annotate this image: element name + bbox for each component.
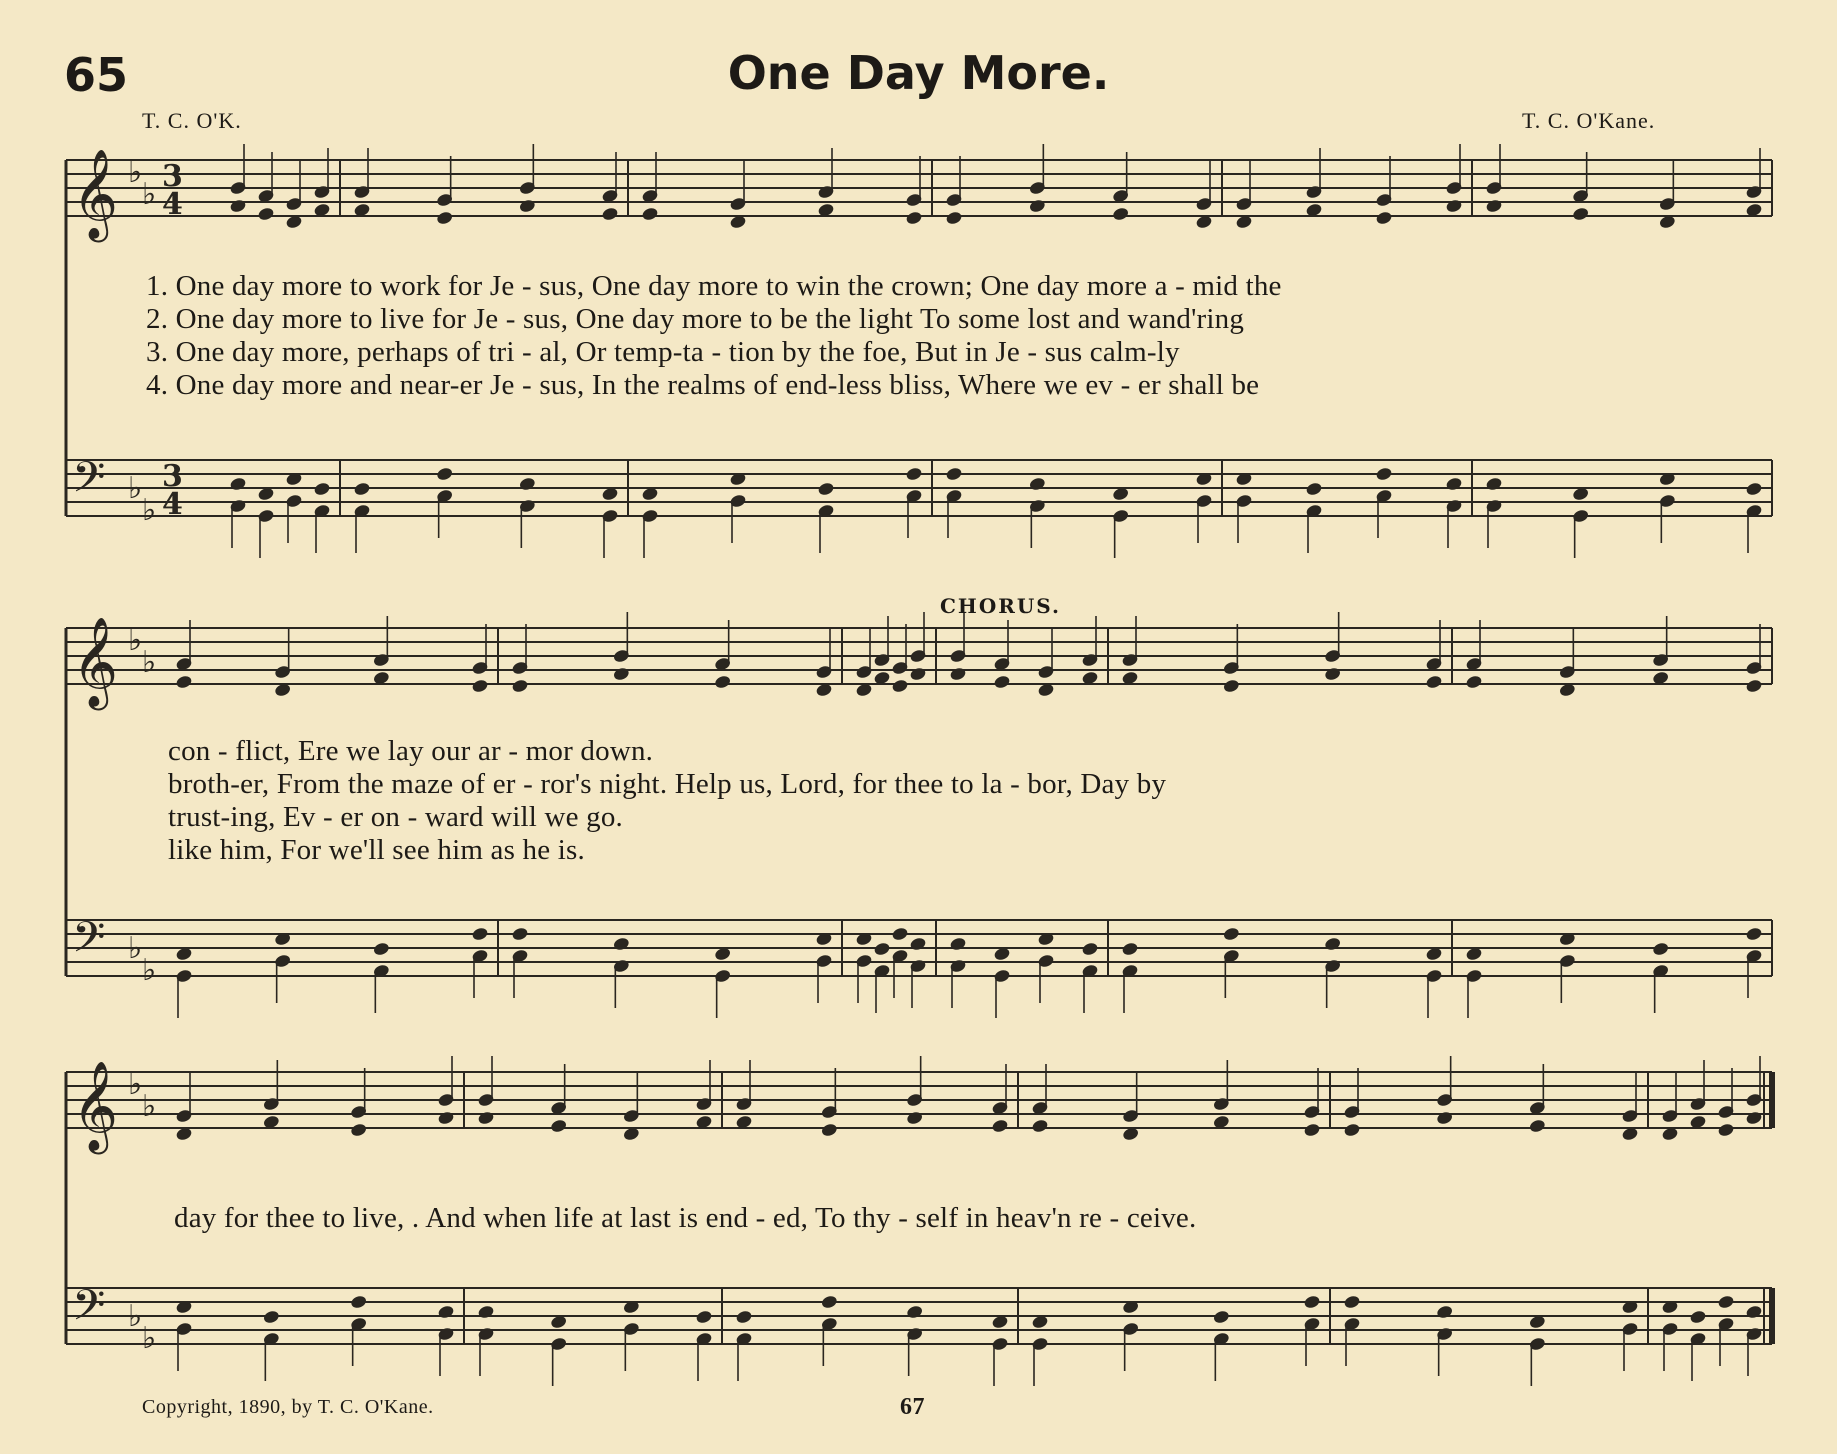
flat-icon: ♭ (128, 471, 143, 506)
time-signature-top: 3 (162, 159, 183, 194)
note-head (1662, 1127, 1679, 1141)
verse-3-line: 3. One day more, perhaps of tri - al, Or temp-ta - tion by the foe, But in Je - sus calm-ly (146, 336, 1180, 368)
note-head (373, 942, 390, 956)
hymn-title: One Day More. (727, 46, 1110, 100)
note-head (350, 1123, 367, 1137)
note-head (1746, 482, 1763, 496)
note-head (696, 1115, 713, 1129)
note-head (512, 679, 529, 693)
note-head (436, 467, 453, 481)
flat-icon: ♭ (128, 623, 143, 658)
flat-icon: ♭ (142, 493, 157, 528)
note-head (1622, 1127, 1639, 1141)
note-head (994, 947, 1011, 961)
note-head (1466, 675, 1483, 689)
note-head (1652, 671, 1669, 685)
note-head (736, 1115, 753, 1129)
note-head (892, 679, 909, 693)
bass-clef-icon: 𝄢 (72, 1281, 106, 1341)
note-head (550, 1315, 567, 1329)
note-head (1529, 1119, 1546, 1133)
note-head (1659, 215, 1676, 229)
note-head (736, 1310, 753, 1324)
flat-icon: ♭ (142, 177, 157, 212)
note-head (550, 1119, 567, 1133)
note-head (946, 467, 963, 481)
note-head (1376, 467, 1393, 481)
flat-icon: ♭ (128, 931, 143, 966)
note-head (1304, 1295, 1321, 1309)
note-head (1038, 683, 1055, 697)
note-head (992, 1119, 1009, 1133)
note-head (1122, 942, 1139, 956)
note-head (1376, 211, 1393, 225)
flat-icon: ♭ (128, 1067, 143, 1102)
flat-icon: ♭ (142, 953, 157, 988)
note-head (472, 927, 489, 941)
note-head (1572, 207, 1589, 221)
note-head (816, 683, 833, 697)
note-head (1746, 927, 1763, 941)
note-head (1304, 1123, 1321, 1137)
note-head (354, 482, 371, 496)
verse-1-line: 1. One day more to work for Je - sus, One day more to win the crown; One day more a - mid the (146, 270, 1282, 302)
verse-2-continuation: broth-er, From the maze of er - ror's night. Help us, Lord, for thee to la - bor, Day by (168, 768, 1167, 800)
note-head (1572, 487, 1589, 501)
note-head (176, 675, 193, 689)
note-head (1426, 947, 1443, 961)
note-head (856, 683, 873, 697)
note-head (1122, 1127, 1139, 1141)
note-head (1529, 1315, 1546, 1329)
note-head (1718, 1123, 1735, 1137)
note-head (263, 1115, 280, 1129)
page-number: 67 (900, 1394, 925, 1420)
note-head (1746, 679, 1763, 693)
chorus-ending-line: day for thee to live, . And when life at last is end - ed, To thy - self in heav'n re - ceive. (174, 1202, 1197, 1234)
note-head (1082, 942, 1099, 956)
note-head (274, 683, 291, 697)
note-head (1236, 215, 1253, 229)
note-head (730, 215, 747, 229)
note-head (874, 942, 891, 956)
flat-icon: ♭ (128, 155, 143, 190)
treble-clef-icon: 𝄞 (72, 1061, 119, 1151)
note-head (354, 203, 371, 217)
note-head (1082, 671, 1099, 685)
verse-4-continuation: like him, For we'll see him as he is. (168, 834, 585, 866)
note-head (1223, 679, 1240, 693)
note-head (1032, 1119, 1049, 1133)
note-head (1746, 203, 1763, 217)
note-head (821, 1295, 838, 1309)
note-head (642, 487, 659, 501)
note-head (1559, 683, 1576, 697)
note-head (512, 927, 529, 941)
note-head (818, 203, 835, 217)
note-head (602, 487, 619, 501)
note-head (1122, 671, 1139, 685)
time-signature-bottom: 4 (162, 487, 183, 522)
hymn-number: 65 (64, 48, 129, 102)
note-head (1344, 1295, 1361, 1309)
note-head (263, 1310, 280, 1324)
note-head (714, 947, 731, 961)
verse-4-line: 4. One day more and near-er Je - sus, In the realms of end-less bliss, Where we ev - er shall be (146, 369, 1260, 401)
flat-icon: ♭ (142, 1321, 157, 1356)
note-head (314, 203, 331, 217)
verse-3-continuation: trust-ing, Ev - er on - ward will we go. (168, 801, 623, 833)
note-head (623, 1127, 640, 1141)
note-head (906, 467, 923, 481)
time-signature-top: 3 (162, 459, 183, 494)
music-credit: T. C. O'Kane. (1522, 108, 1656, 133)
note-head (994, 675, 1011, 689)
note-head (1690, 1310, 1707, 1324)
note-head (818, 482, 835, 496)
bass-clef-icon: 𝄢 (72, 913, 106, 973)
note-head (258, 487, 275, 501)
treble-clef-icon: 𝄞 (72, 617, 119, 707)
note-head (373, 671, 390, 685)
note-head (1652, 942, 1669, 956)
note-head (714, 675, 731, 689)
verse-2-line: 2. One day more to live for Je - sus, One day more to be the light To some lost and wand'ring (146, 303, 1245, 335)
note-head (1306, 203, 1323, 217)
note-head (1223, 927, 1240, 941)
flat-icon: ♭ (142, 1089, 157, 1124)
flat-icon: ♭ (128, 1299, 143, 1334)
note-head (1718, 1295, 1735, 1309)
note-head (821, 1123, 838, 1137)
treble-clef-icon: 𝄞 (72, 149, 119, 239)
time-signature-bottom: 4 (162, 187, 183, 222)
note-head (892, 927, 909, 941)
note-head (992, 1315, 1009, 1329)
note-head (1426, 675, 1443, 689)
note-head (1213, 1310, 1230, 1324)
note-head (1032, 1315, 1049, 1329)
note-head (176, 1127, 193, 1141)
note-head (1306, 482, 1323, 496)
flat-icon: ♭ (142, 645, 157, 680)
note-head (696, 1310, 713, 1324)
note-head (176, 947, 193, 961)
note-head (1344, 1123, 1361, 1137)
chorus-label: CHORUS. (940, 594, 1061, 618)
bass-clef-icon: 𝄢 (72, 453, 106, 513)
note-head (906, 211, 923, 225)
note-head (874, 671, 891, 685)
note-head (436, 211, 453, 225)
note-head (350, 1295, 367, 1309)
note-head (1690, 1115, 1707, 1129)
note-head (642, 207, 659, 221)
note-head (602, 207, 619, 221)
note-head (1213, 1115, 1230, 1129)
copyright-notice: Copyright, 1890, by T. C. O'Kane. (142, 1396, 434, 1418)
note-head (1196, 215, 1213, 229)
note-head (1466, 947, 1483, 961)
note-head (258, 207, 275, 221)
note-head (1112, 207, 1129, 221)
note-head (946, 211, 963, 225)
words-credit: T. C. O'K. (142, 108, 242, 133)
note-head (286, 215, 303, 229)
verse-1-continuation: con - flict, Ere we lay our ar - mor down. (168, 735, 654, 767)
note-head (1112, 487, 1129, 501)
note-head (472, 679, 489, 693)
note-head (314, 482, 331, 496)
